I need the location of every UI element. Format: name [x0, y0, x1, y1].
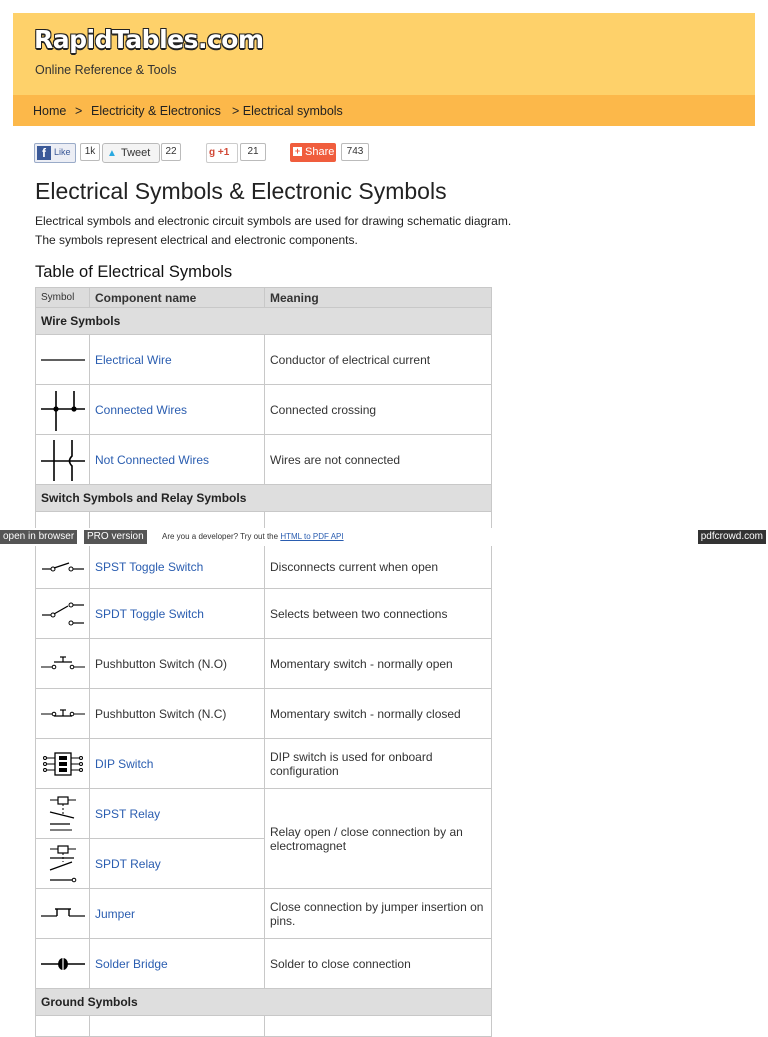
jumper-link[interactable]: Jumper	[90, 889, 265, 939]
connected-wires-meaning: Connected crossing	[265, 385, 492, 435]
share-plus-icon: +	[294, 146, 301, 156]
tweet-label: Tweet	[121, 147, 151, 159]
facebook-like-count: 1k	[80, 143, 100, 161]
connected-wires-link[interactable]: Connected Wires	[90, 385, 265, 435]
share-count: 743	[341, 143, 369, 161]
developer-promo	[162, 532, 344, 541]
breadcrumb	[13, 95, 755, 126]
pushbutton-nc-meaning: Momentary switch - normally closed	[265, 689, 492, 739]
dip-switch-meaning: DIP switch is used for onboard configuration	[265, 739, 492, 789]
table-row	[36, 512, 492, 529]
tweet-count: 22	[161, 143, 181, 161]
solder-bridge-symbol	[36, 939, 90, 989]
facebook-like-label: Like	[54, 147, 71, 157]
jumper-symbol	[36, 889, 90, 939]
connected-wires-symbol	[36, 385, 90, 435]
not-connected-wires-link[interactable]: Not Connected Wires	[90, 435, 265, 485]
not-connected-wires-meaning: Wires are not connected	[265, 435, 492, 485]
spdt-relay-link[interactable]: SPDT Relay	[90, 839, 265, 889]
breadcrumb-separator: >	[75, 104, 83, 118]
col-header-meaning: Meaning	[265, 288, 492, 308]
table-row	[36, 789, 492, 839]
table-row	[36, 889, 492, 939]
table-row	[36, 739, 492, 789]
developer-promo-text: Are you a developer? Try out the	[162, 532, 279, 541]
site-header	[13, 13, 755, 95]
section-switch-symbols: Switch Symbols and Relay Symbols	[36, 485, 492, 512]
breadcrumb-electricity[interactable]: Electricity & Electronics	[91, 104, 221, 118]
col-header-symbol: Symbol	[36, 288, 90, 308]
breadcrumb-home[interactable]: Home	[33, 104, 67, 118]
pushbutton-nc-symbol	[36, 689, 90, 739]
table-header-row	[36, 288, 492, 308]
facebook-like-button[interactable]	[34, 143, 76, 163]
intro-line-2: The symbols represent electrical and electronic components.	[35, 233, 358, 247]
share-label: Share	[305, 146, 335, 158]
google-plus-count: 21	[240, 143, 266, 161]
electrical-wire-symbol	[36, 335, 90, 385]
site-logo[interactable]: RapidTables.com	[34, 25, 264, 54]
pushbutton-no-symbol	[36, 639, 90, 689]
relay-meaning: Relay open / close connection by an electromagnet	[265, 789, 492, 889]
section-wire-symbols: Wire Symbols	[36, 308, 492, 335]
pushbutton-nc-name: Pushbutton Switch (N.C)	[90, 689, 265, 739]
electrical-wire-link[interactable]: Electrical Wire	[90, 335, 265, 385]
intro-text	[35, 212, 511, 250]
spdt-toggle-switch-symbol	[36, 589, 90, 639]
google-plus-button[interactable]	[206, 143, 238, 163]
spst-relay-link[interactable]: SPST Relay	[90, 789, 265, 839]
site-tagline: Online Reference & Tools	[35, 63, 177, 77]
table-row	[36, 589, 492, 639]
symbols-table	[35, 287, 492, 528]
spst-toggle-switch-link[interactable]: SPST Toggle Switch	[90, 546, 265, 589]
pdfcrowd-brand[interactable]: pdfcrowd.com	[698, 530, 766, 544]
spdt-relay-symbol	[36, 839, 90, 889]
share-button[interactable]	[290, 143, 336, 162]
pro-version-button[interactable]: PRO version	[84, 530, 147, 544]
pushbutton-no-meaning: Momentary switch - normally open	[265, 639, 492, 689]
facebook-icon: f	[37, 146, 51, 160]
tweet-button[interactable]	[102, 143, 160, 163]
jumper-meaning: Close connection by jumper insertion on pins.	[265, 889, 492, 939]
table-row	[36, 385, 492, 435]
spdt-toggle-switch-link[interactable]: SPDT Toggle Switch	[90, 589, 265, 639]
table-row	[36, 939, 492, 989]
col-header-name: Component name	[90, 288, 265, 308]
html-to-pdf-api-link[interactable]: HTML to PDF API	[280, 532, 344, 541]
electrical-wire-meaning: Conductor of electrical current	[265, 335, 492, 385]
symbols-table-continued	[35, 546, 492, 1037]
twitter-bird-icon: ▲	[107, 148, 117, 159]
pushbutton-no-name: Pushbutton Switch (N.O)	[90, 639, 265, 689]
pdfcrowd-banner	[0, 528, 768, 546]
spst-toggle-switch-symbol	[36, 546, 90, 589]
page-title: Electrical Symbols & Electronic Symbols	[35, 178, 447, 204]
table-row	[36, 689, 492, 739]
dip-switch-symbol	[36, 739, 90, 789]
table-row	[36, 1016, 492, 1037]
google-plus-label: +1	[217, 147, 230, 158]
table-row	[36, 335, 492, 385]
solder-bridge-link[interactable]: Solder Bridge	[90, 939, 265, 989]
dip-switch-link[interactable]: DIP Switch	[90, 739, 265, 789]
spst-toggle-switch-meaning: Disconnects current when open	[265, 546, 492, 589]
table-row	[36, 546, 492, 589]
section-ground-symbols: Ground Symbols	[36, 989, 492, 1016]
solder-bridge-meaning: Solder to close connection	[265, 939, 492, 989]
not-connected-wires-symbol	[36, 435, 90, 485]
table-row	[36, 435, 492, 485]
spst-relay-symbol	[36, 789, 90, 839]
google-plus-icon: g	[209, 147, 216, 158]
table-row	[36, 639, 492, 689]
open-in-browser-button[interactable]: open in browser	[0, 530, 77, 544]
table-heading: Table of Electrical Symbols	[35, 263, 233, 281]
intro-line-1: Electrical symbols and electronic circuit symbols are used for drawing schematic diagram.	[35, 214, 512, 228]
spdt-toggle-switch-meaning: Selects between two connections	[265, 589, 492, 639]
breadcrumb-current: > Electrical symbols	[232, 104, 343, 118]
